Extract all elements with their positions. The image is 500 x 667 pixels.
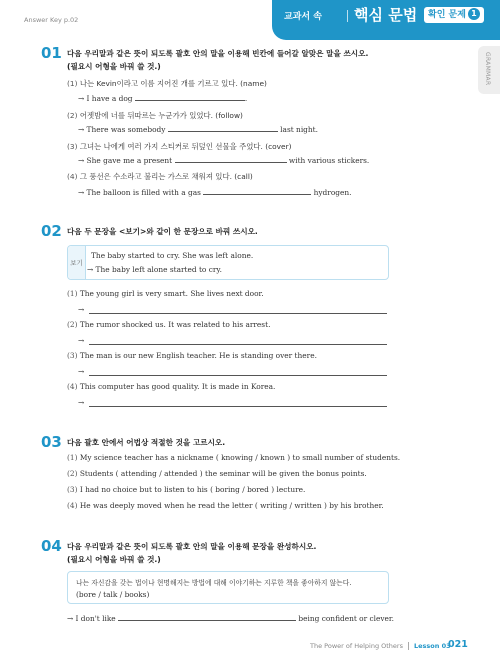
- q2-item-1-answer-line[interactable]: [89, 313, 387, 314]
- example-line-2: → The baby left alone started to cry.: [87, 265, 222, 274]
- question-4-note: (필요시 어형을 바꿔 쓸 것.): [67, 555, 161, 564]
- question-4-instruction: 다음 우리말과 같은 뜻이 되도록 괄호 안의 말을 이용해 문장을 완성하시오.: [67, 542, 317, 551]
- example-box: [67, 245, 389, 280]
- hint-words: (bore / talk / books): [76, 590, 150, 599]
- question-1-instruction: 다음 우리말과 같은 뜻이 되도록 괄호 안의 말을 이용해 빈칸에 들어갈 알맞은 말을 쓰시오.: [67, 49, 369, 58]
- header-subtitle: 교과서 속: [284, 12, 322, 22]
- q2-item-3-answer-line[interactable]: [89, 375, 387, 376]
- q2-item-3-arrow: →: [78, 367, 85, 376]
- q1-item-1-answer: → I have a dog .: [78, 94, 248, 103]
- page-number: 021: [448, 639, 468, 650]
- q1-item-3-korean: (3) 그녀는 나에게 여러 가지 스티커로 뒤덮인 선물을 주었다. (cover): [67, 142, 292, 151]
- hint-box: [67, 571, 389, 604]
- question-4-number: 04: [41, 537, 62, 555]
- footer-lesson-title: The Power of Helping Others: [310, 642, 403, 650]
- q3-item-4: (4) He was deeply moved when he read the letter ( writing / written ) by his brother.: [67, 501, 384, 510]
- header-badge: [424, 7, 484, 23]
- side-tab-label: GRAMMAR: [484, 52, 491, 86]
- q2-item-4-answer-line[interactable]: [89, 406, 387, 407]
- answer-blank[interactable]: [203, 187, 311, 195]
- answer-blank[interactable]: [175, 155, 287, 163]
- q1-item-4-answer: → The balloon is filled with a gas hydrogen.: [78, 188, 352, 197]
- q4-answer: → I don't like being confident or clever.: [67, 614, 395, 623]
- answer-blank[interactable]: [135, 93, 245, 101]
- q2-item-1-question: (1) The young girl is very smart. She lives next door.: [67, 289, 264, 298]
- question-2-instruction: 다음 두 문장을 <보기>와 같이 한 문장으로 바꿔 쓰시오.: [67, 227, 258, 236]
- q2-item-2-answer-line[interactable]: [89, 344, 387, 345]
- q2-item-2-question: (2) The rumor shocked us. It was related to his arrest.: [67, 320, 271, 329]
- answer-blank[interactable]: [168, 124, 278, 132]
- answer-key-reference: Answer Key p.02: [24, 16, 79, 24]
- question-3-instruction: 다음 괄호 안에서 어법상 적절한 것을 고르시오.: [67, 438, 226, 447]
- q2-item-4-question: (4) This computer has good quality. It is made in Korea.: [67, 382, 276, 391]
- q3-item-1: (1) My science teacher has a nickname ( knowing / known ) to small number of students.: [67, 453, 401, 462]
- page-title: 핵심 문법: [354, 6, 418, 24]
- hint-korean: 나는 자신감을 갖는 법이나 현명해지는 방법에 대해 이야기하는 지루한 책을 좋아하지 않는다.: [76, 579, 352, 587]
- question-3-number: 03: [41, 433, 62, 451]
- q1-item-3-answer: → She gave me a present with various stickers.: [78, 156, 370, 165]
- side-tab: [478, 46, 500, 94]
- example-label: 보기: [68, 246, 86, 279]
- q1-item-1-korean: (1) 나는 Kevin이라고 이름 지어진 개를 기르고 있다. (name): [67, 79, 267, 88]
- question-2-number: 02: [41, 222, 62, 240]
- q2-item-3-question: (3) The man is our new English teacher. He is standing over there.: [67, 351, 317, 360]
- answer-blank[interactable]: [118, 613, 296, 621]
- q1-item-2-korean: (2) 어젯밤에 너를 뒤따르는 누군가가 있었다. (follow): [67, 111, 243, 120]
- q3-item-2: (2) Students ( attending / attended ) the seminar will be given the bonus points.: [67, 469, 367, 478]
- q2-item-2-arrow: →: [78, 336, 85, 345]
- q2-item-4-arrow: →: [78, 398, 85, 407]
- q1-item-2-answer: → There was somebody last night.: [78, 125, 318, 134]
- q3-item-3: (3) I had no choice but to listen to his ( boring / bored ) lecture.: [67, 485, 306, 494]
- question-1-note: (필요시 어형을 바꿔 쓸 것.): [67, 62, 161, 71]
- header-divider: [347, 10, 348, 22]
- question-1-number: 01: [41, 44, 62, 62]
- q2-item-1-arrow: →: [78, 305, 85, 314]
- q1-item-4-korean: (4) 그 풍선은 수소라고 불리는 가스로 채워져 있다. (call): [67, 172, 253, 181]
- badge-label: 확인 문제: [428, 10, 466, 20]
- footer-divider: [408, 642, 409, 650]
- footer-lesson-number: Lesson 03: [414, 642, 451, 650]
- badge-number: 1: [468, 8, 480, 20]
- example-line-1: The baby started to cry. She was left alone.: [91, 251, 254, 260]
